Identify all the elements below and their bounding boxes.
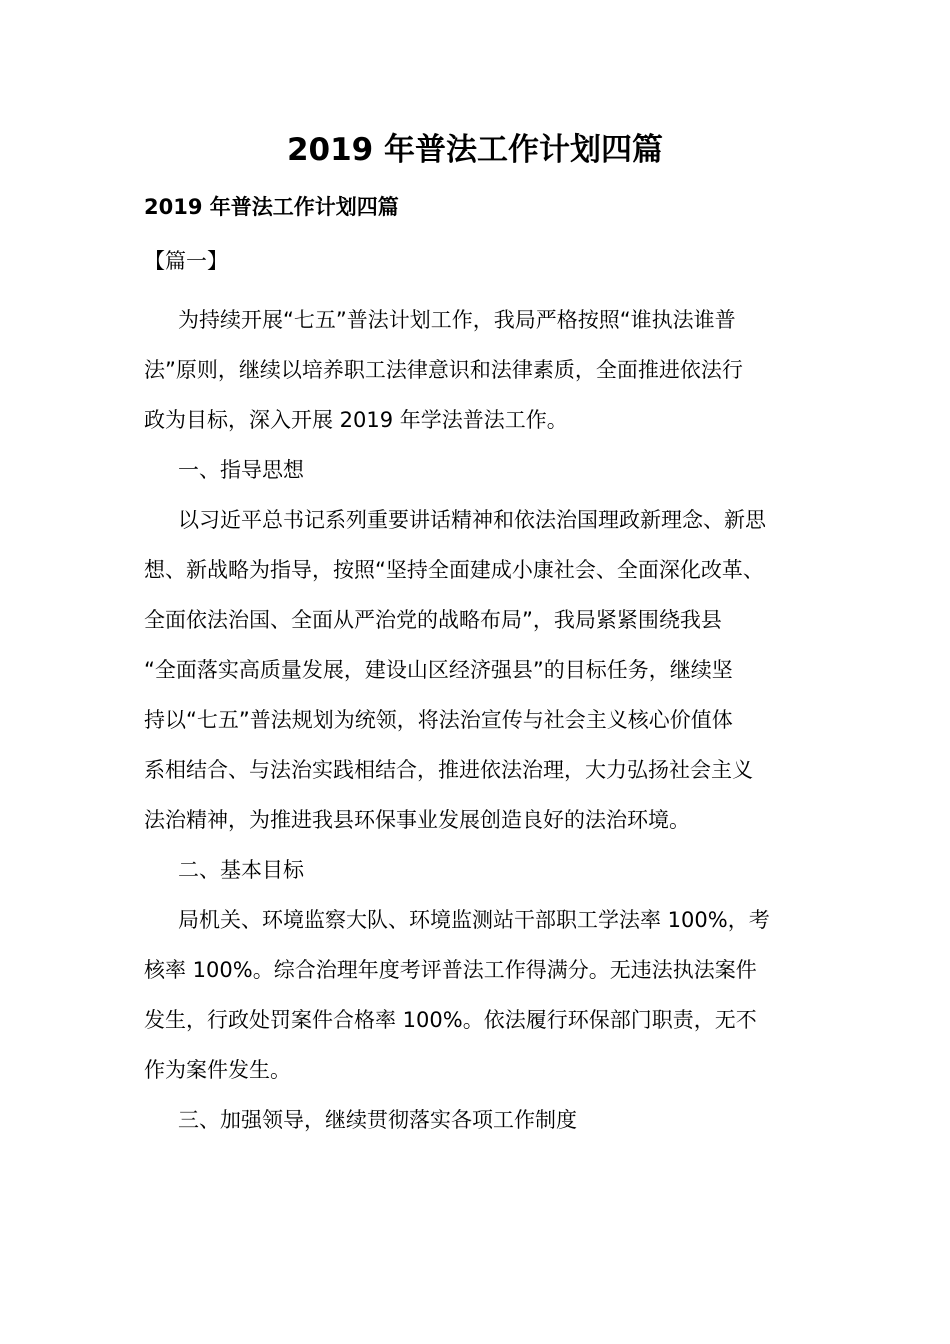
- paragraph-intro: [144, 295, 806, 445]
- text-line: 一、指导思想: [178, 458, 304, 482]
- text-line: 政为目标，深入开展 2019 年学法普法工作。: [144, 408, 568, 432]
- text-line: 法治精神，为推进我县环保事业发展创造良好的法治环境。: [144, 808, 690, 832]
- section-tag: 【篇一】: [144, 249, 228, 273]
- text-line: 核率 100%。综合治理年度考评普法工作得满分。无违法执法案件: [144, 958, 757, 982]
- text-line: 三、加强领导，继续贯彻落实各项工作制度: [178, 1108, 577, 1132]
- document-body: [144, 295, 806, 1145]
- text-line: 二、基本目标: [178, 858, 304, 882]
- text-line: 想、新战略为指导，按照“坚持全面建成小康社会、全面深化改革、: [144, 558, 764, 582]
- text-line: 局机关、环境监察大队、环境监测站干部职工学法率 100%，考: [178, 908, 770, 932]
- text-line: 作为案件发生。: [144, 1058, 291, 1082]
- text-line: 系相结合、与法治实践相结合，推进依法治理，大力弘扬社会主义: [144, 758, 753, 782]
- text-line: 为持续开展“七五”普法计划工作，我局严格按照“谁执法谁普: [178, 308, 736, 332]
- paragraph-basic-goals: [144, 895, 806, 1095]
- section-heading-leadership: [144, 1095, 806, 1145]
- text-line: “全面落实高质量发展，建设山区经济强县”的目标任务，继续坚: [144, 658, 733, 682]
- paragraph-guiding-thought: [144, 495, 806, 845]
- section-heading-guiding-thought: [144, 445, 806, 495]
- section-heading-basic-goals: [144, 845, 806, 895]
- text-line: 法”原则，继续以培养职工法律意识和法律素质，全面推进依法行: [144, 358, 743, 382]
- text-line: 持以“七五”普法规划为统领，将法治宣传与社会主义核心价值体: [144, 708, 733, 732]
- text-line: 发生，行政处罚案件合格率 100%。依法履行环保部门职责，无不: [144, 1008, 757, 1032]
- text-line: 全面依法治国、全面从严治党的战略布局”，我局紧紧围绕我县: [144, 608, 722, 632]
- text-line: 以习近平总书记系列重要讲话精神和依法治国理政新理念、新思: [178, 508, 766, 532]
- document-title: 2019 年普法工作计划四篇: [286, 132, 664, 168]
- document-subtitle: 2019 年普法工作计划四篇: [144, 195, 399, 219]
